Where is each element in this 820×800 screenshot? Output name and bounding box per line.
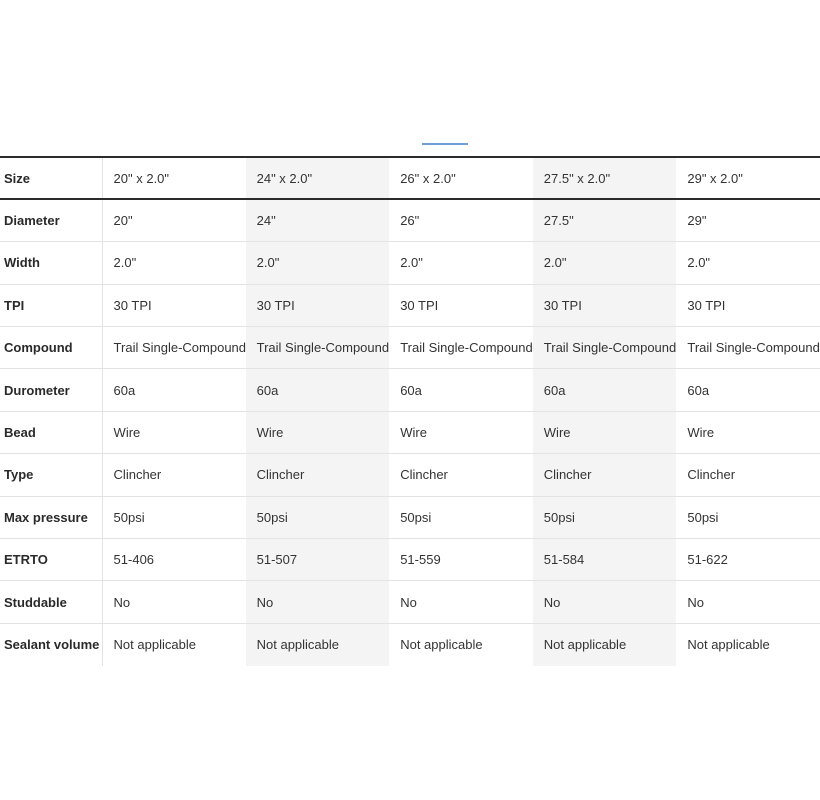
table-cell: 60a: [533, 369, 677, 411]
table-cell: 60a: [246, 369, 390, 411]
row-label: TPI: [0, 284, 102, 326]
table-cell: Trail Single-Compound: [533, 327, 677, 369]
table-cell: Not applicable: [687, 637, 770, 653]
table-header-row: [0, 157, 820, 199]
table-cell: Clincher: [400, 467, 448, 483]
table-cell: 50psi: [113, 509, 145, 525]
table-cell: 30 TPI: [113, 297, 152, 313]
table-row: [0, 199, 820, 241]
table-cell: Wire: [687, 425, 715, 441]
table-cell: No: [687, 594, 704, 610]
table-cell: Clincher: [687, 467, 736, 483]
table-cell: Clincher: [113, 467, 162, 483]
table-row: [0, 369, 820, 411]
row-label: Durometer: [0, 369, 102, 411]
row-label: Compound: [0, 327, 102, 369]
row-label: Type: [0, 454, 102, 496]
table-cell: Wire: [246, 411, 390, 453]
table-cell: Clincher: [533, 454, 677, 496]
row-label: Diameter: [0, 199, 102, 241]
column-header: 26" x 2.0": [400, 170, 456, 186]
table-cell: Wire: [400, 425, 427, 441]
table-cell: Clincher: [246, 454, 390, 496]
table-row: [0, 623, 820, 665]
table-cell: 50psi: [687, 509, 719, 525]
column-header: 27.5" x 2.0": [533, 157, 677, 199]
table-cell: 50psi: [246, 496, 390, 538]
table-cell: 2.0": [533, 242, 677, 284]
table-cell: 51-507: [246, 539, 390, 581]
row-label: Max pressure: [0, 496, 102, 538]
table-cell: 29": [687, 213, 707, 229]
row-label: Width: [0, 242, 102, 284]
table-cell: 51-406: [113, 552, 155, 568]
table-cell: 27.5": [533, 199, 677, 241]
table-cell: Wire: [113, 425, 141, 441]
table-cell: No: [246, 581, 390, 623]
table-cell: 60a: [113, 382, 136, 398]
row-label: Sealant volume: [0, 623, 102, 665]
table-cell: Not applicable: [246, 623, 390, 665]
table-row: [0, 327, 820, 369]
table-row: [0, 411, 820, 453]
table-cell: Not applicable: [400, 637, 483, 653]
table-cell: 60a: [687, 382, 710, 398]
table-row: [0, 581, 820, 623]
table-cell: 2.0": [246, 242, 390, 284]
table-cell: 51-559: [400, 552, 441, 568]
table-cell: Trail Single-Compound: [246, 327, 390, 369]
column-header: 20" x 2.0": [113, 170, 170, 186]
table-cell: 60a: [400, 382, 422, 398]
row-label: ETRTO: [0, 539, 102, 581]
spec-table: [0, 156, 820, 666]
table-cell: Wire: [533, 411, 677, 453]
column-header: 29" x 2.0": [687, 170, 743, 186]
table-cell: Not applicable: [113, 637, 196, 653]
table-cell: 26": [400, 213, 420, 229]
row-label: Bead: [0, 411, 102, 453]
table-cell: 51-622: [687, 552, 728, 568]
table-row: [0, 454, 820, 496]
table-cell: 24": [246, 199, 390, 241]
table-row: [0, 284, 820, 326]
table-cell: Not applicable: [533, 623, 677, 665]
table-cell: Trail Single-Compound: [113, 340, 247, 356]
table-row: [0, 242, 820, 284]
table-cell: No: [113, 594, 131, 610]
row-label: Size: [0, 157, 102, 199]
table-cell: 2.0": [400, 255, 423, 271]
table-cell: 30 TPI: [400, 297, 439, 313]
table-cell: 51-584: [533, 539, 677, 581]
table-cell: 30 TPI: [687, 297, 726, 313]
active-tab-indicator: [422, 143, 468, 145]
table-row: [0, 496, 820, 538]
table-row: [0, 539, 820, 581]
table-cell: 50psi: [533, 496, 677, 538]
table-cell: 2.0": [687, 255, 711, 271]
table-cell: Trail Single-Compound: [687, 340, 820, 356]
table-cell: No: [533, 581, 677, 623]
table-cell: 30 TPI: [246, 284, 390, 326]
table-cell: 20": [113, 213, 133, 229]
table-cell: 2.0": [113, 255, 137, 271]
table-cell: 50psi: [400, 509, 432, 525]
table-cell: 30 TPI: [533, 284, 677, 326]
table-cell: No: [400, 594, 417, 610]
spec-table-scroll-area[interactable]: [0, 156, 820, 666]
table-cell: Trail Single-Compound: [400, 340, 533, 356]
row-label: Studdable: [0, 581, 102, 623]
column-header: 24" x 2.0": [246, 157, 390, 199]
